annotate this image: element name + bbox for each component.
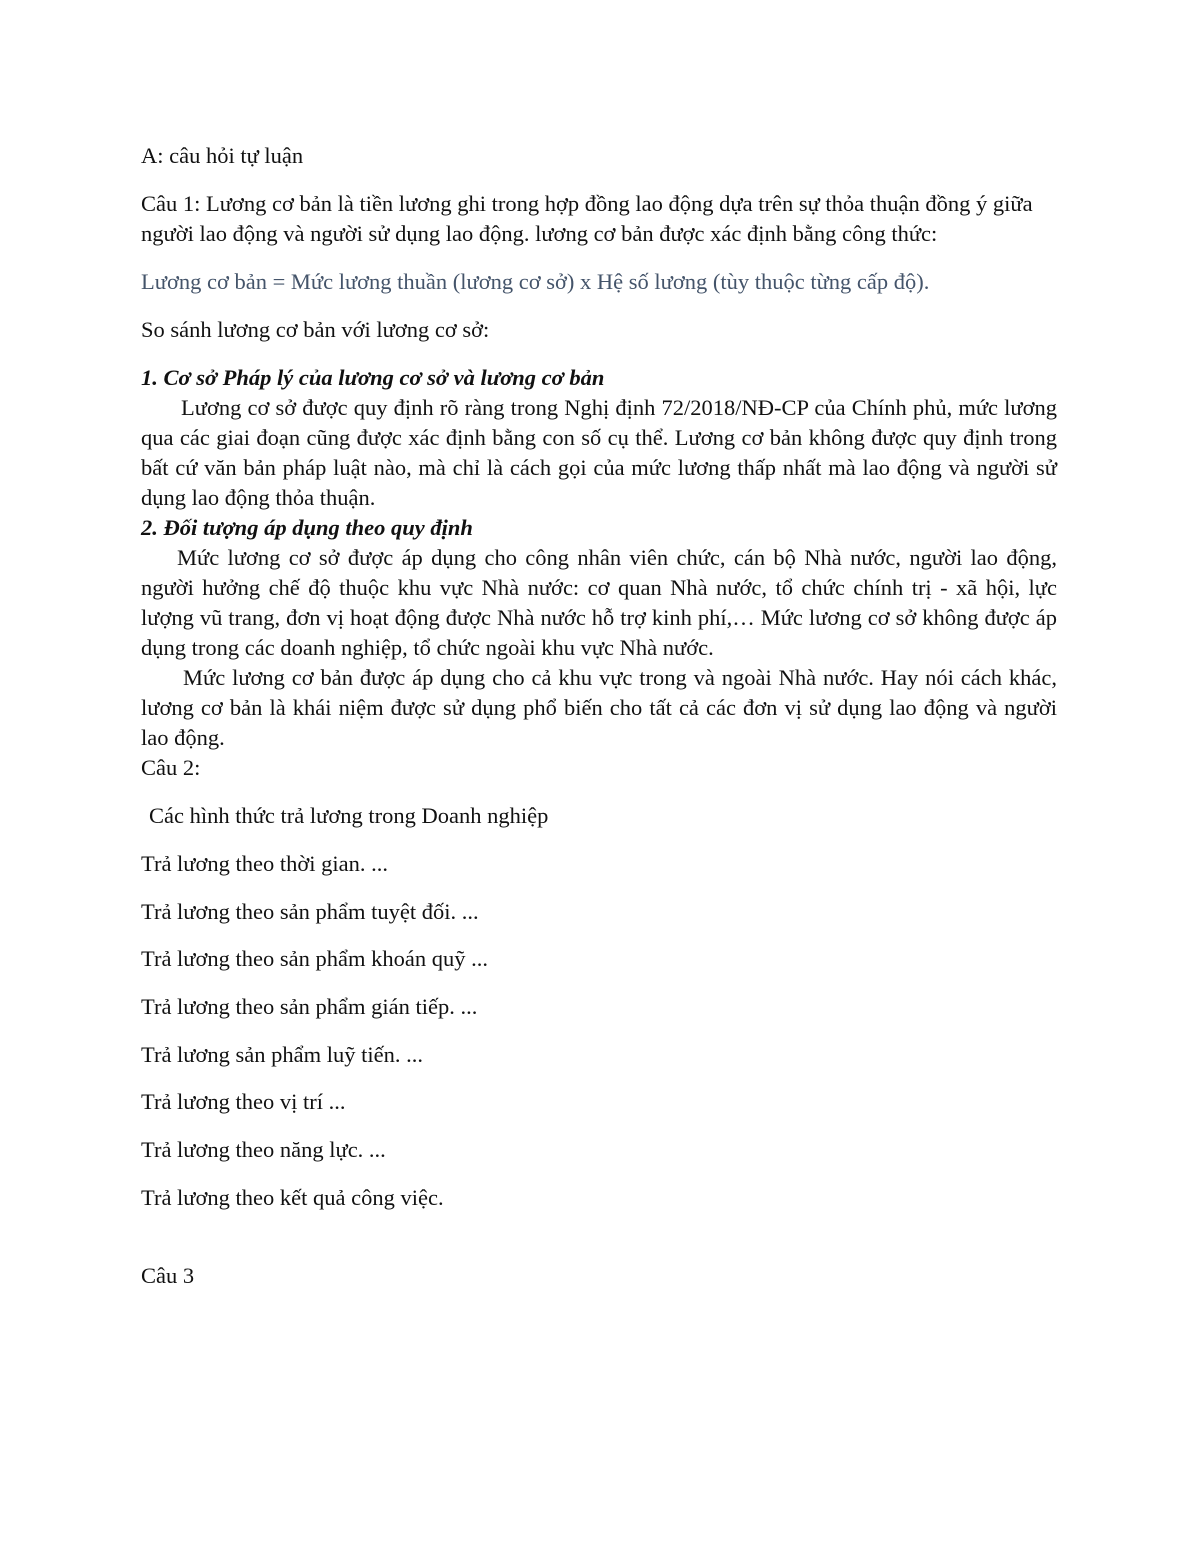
payment-method-item: Trả lương theo sản phẩm tuyệt đối. ... <box>141 898 479 924</box>
payment-method-item: Trả lương theo sản phẩm khoán quỹ ... <box>141 946 488 972</box>
document-body <box>141 141 1057 1291</box>
payment-method-item: Trả lương sản phẩm luỹ tiến. ... <box>141 1041 423 1067</box>
section-2-paragraph-1: Mức lương cơ sở được áp dụng cho công nhân viên chức, cán bộ Nhà nước, người lao động, người hưởng chế độ thuộc khu vực Nhà nước: cơ quan Nhà nước, tổ chức chính trị - xã hội, lực lượng vũ trang, đơn vị hoạt động được Nhà nước hỗ trợ kinh phí,… Mức lương cơ sở không được áp dụng trong các doanh nghiệp, tổ chức ngoài khu vực Nhà nước. <box>141 545 1057 660</box>
question-2-label: Câu 2: <box>141 755 201 780</box>
payment-method-item: Trả lương theo sản phẩm gián tiếp. ... <box>141 994 478 1020</box>
section-2-title: 2. Đối tượng áp dụng theo quy định <box>141 515 473 540</box>
payment-method-item: Trả lương theo năng lực. ... <box>141 1137 386 1163</box>
section-1-paragraph: Lương cơ sở được quy định rõ ràng trong Nghị định 72/2018/NĐ-CP của Chính phủ, mức lương qua các giai đoạn cũng được xác định bằng con số cụ thể. Lương cơ bản không được quy định trong bất cứ văn bản pháp luật nào, mà chỉ là cách gọi của mức lương thấp nhất mà lao động và người sử dụng lao động thỏa thuận. <box>141 395 1057 510</box>
salary-formula: Lương cơ bản = Mức lương thuần (lương cơ sở) x Hệ số lương (tùy thuộc từng cấp độ). <box>141 269 930 294</box>
payment-method-item: Trả lương theo kết quả công việc. <box>141 1184 444 1210</box>
section-2-paragraph-2: Mức lương cơ bản được áp dụng cho cả khu vực trong và ngoài Nhà nước. Hay nói cách khác, lương cơ bản là khái niệm được sử dụng phổ biến cho tất cả các đơn vị sử dụng lao động và người lao động. <box>141 665 1057 750</box>
question-3-label: Câu 3 <box>141 1262 195 1288</box>
section-1-title: 1. Cơ sở Pháp lý của lương cơ sở và lương cơ bản <box>141 365 605 390</box>
payment-methods-title: Các hình thức trả lương trong Doanh nghiệp <box>149 803 549 828</box>
payment-method-item: Trả lương theo thời gian. ... <box>141 851 389 876</box>
comparison-title: So sánh lương cơ bản với lương cơ sở: <box>141 317 490 342</box>
essay-heading: A: câu hỏi tự luận <box>141 143 304 168</box>
payment-method-item: Trả lương theo vị trí ... <box>141 1089 346 1115</box>
question-1-text: Câu 1: Lương cơ bản là tiền lương ghi trong hợp đồng lao động dựa trên sự thỏa thuận đồng ý giữa người lao động và người sử dụng lao động. lương cơ bản được xác định bằng công thức: <box>141 191 1033 246</box>
